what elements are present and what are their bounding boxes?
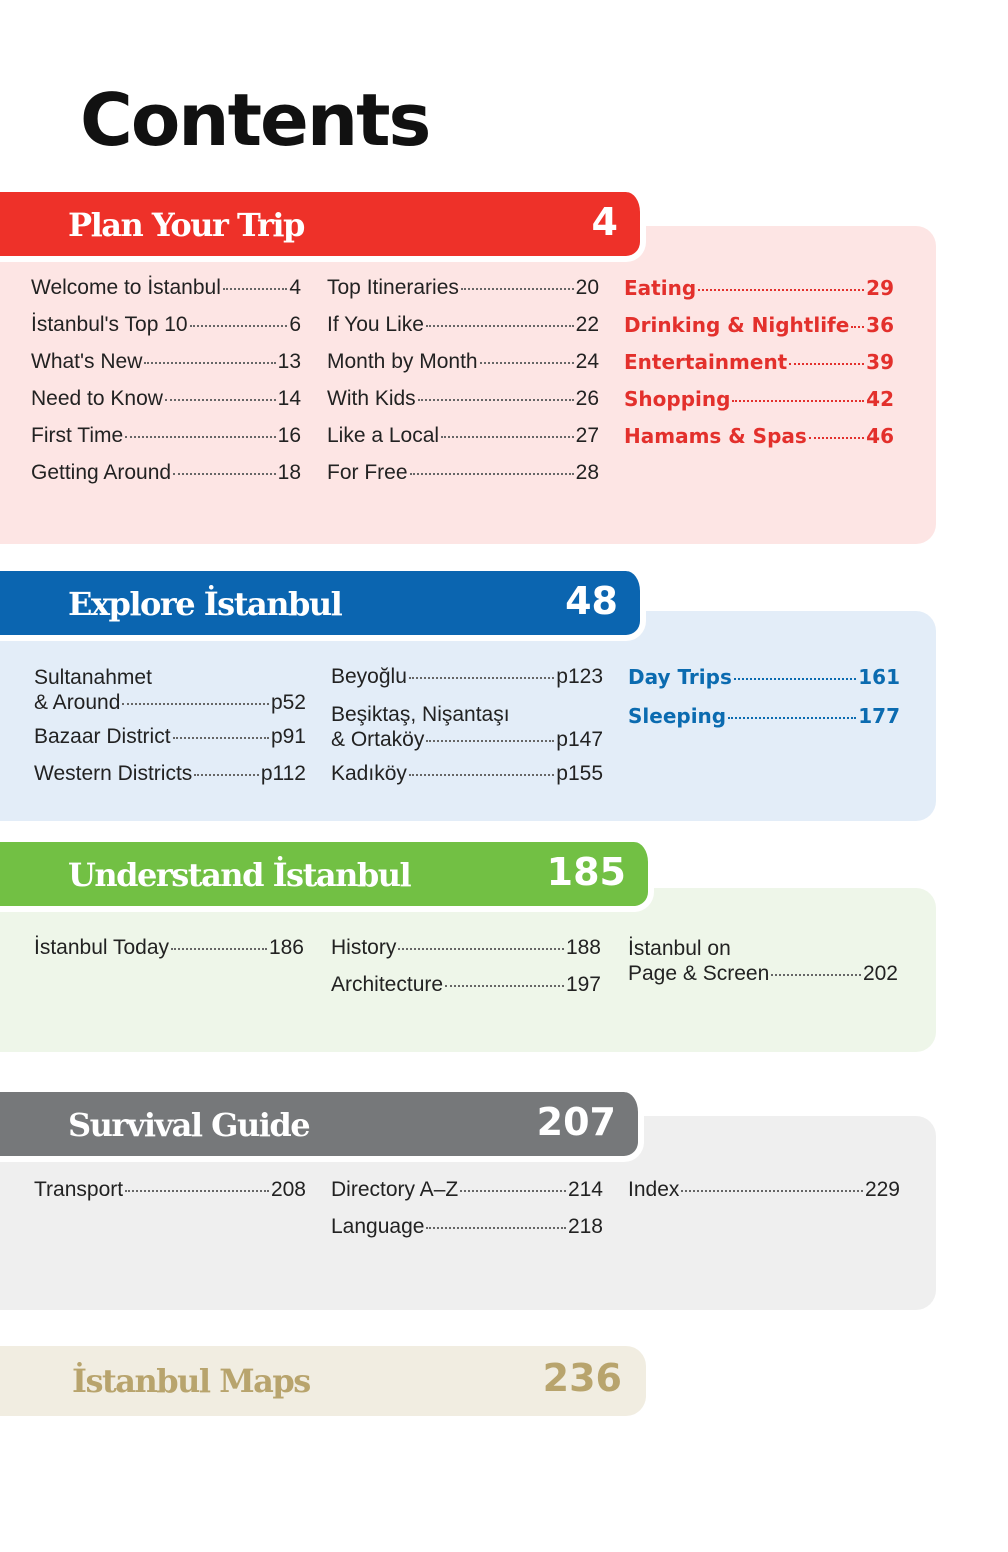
toc-entry-highlight[interactable]: Eating 29 [624,276,894,300]
maps-page: 236 [542,1356,622,1400]
survival-page: 207 [536,1100,616,1144]
maps-tab[interactable] [0,1346,646,1416]
toc-entry[interactable]: Need to Know 14 [31,387,301,410]
survival-title: Survival Guide [68,1106,310,1144]
toc-entry[interactable]: Kadıköy p155 [331,762,603,785]
toc-entry[interactable]: Sultanahmet & Around p52 [34,666,306,714]
toc-entry[interactable]: Language 218 [331,1215,603,1238]
understand-col-1 [34,936,304,973]
toc-entry[interactable]: History 188 [331,936,601,959]
toc-entry[interactable]: İstanbul on Page & Screen 202 [628,937,898,985]
explore-title: Explore İstanbul [68,585,342,623]
plan-title: Plan Your Trip [68,206,304,244]
explore-page: 48 [565,579,618,623]
toc-entry-highlight[interactable]: Sleeping 177 [628,704,900,728]
toc-entry[interactable]: Month by Month 24 [327,350,599,373]
survival-tab[interactable] [0,1092,644,1162]
toc-entry[interactable]: İstanbul Today 186 [34,936,304,959]
explore-tab[interactable] [0,571,646,641]
toc-entry[interactable]: Directory A–Z 214 [331,1178,603,1201]
toc-entry[interactable]: Architecture 197 [331,973,601,996]
explore-col-3 [628,665,900,743]
toc-entry-highlight[interactable]: Shopping 42 [624,387,894,411]
toc-entry[interactable]: Top Itineraries 20 [327,276,599,299]
toc-entry[interactable]: İstanbul's Top 10 6 [31,313,301,336]
understand-title: Understand İstanbul [68,856,411,894]
toc-entry[interactable]: Welcome to İstanbul 4 [31,276,301,299]
plan-col-3 [624,276,894,461]
survival-col-1 [34,1178,306,1215]
toc-entry[interactable]: With Kids 26 [327,387,599,410]
toc-entry-highlight[interactable]: Hamams & Spas 46 [624,424,894,448]
maps-title: İstanbul Maps [72,1362,310,1400]
toc-entry-highlight[interactable]: Day Trips 161 [628,665,900,689]
toc-entry[interactable]: What's New 13 [31,350,301,373]
understand-page: 185 [546,850,626,894]
toc-entry[interactable]: Index 229 [628,1178,900,1201]
plan-col-1 [31,276,301,498]
toc-entry[interactable]: For Free 28 [327,461,599,484]
toc-entry[interactable]: Beşiktaş, Nişantaşı & Ortaköy p147 [331,703,603,751]
understand-col-3 [628,936,898,996]
plan-page: 4 [591,200,618,244]
understand-tab[interactable] [0,842,654,912]
toc-entry[interactable]: Transport 208 [34,1178,306,1201]
toc-entry[interactable]: Bazaar District p91 [34,725,306,748]
toc-entry[interactable]: If You Like 22 [327,313,599,336]
toc-entry-highlight[interactable]: Entertainment 39 [624,350,894,374]
survival-col-3 [628,1178,900,1215]
plan-tab[interactable] [0,192,646,262]
toc-entry[interactable]: Getting Around 18 [31,461,301,484]
page-title: Contents [80,78,430,162]
survival-col-2 [331,1178,603,1252]
plan-col-2 [327,276,599,498]
toc-entry[interactable]: Western Districts p112 [34,762,306,785]
understand-col-2 [331,936,601,1010]
explore-col-2 [331,665,603,799]
toc-entry[interactable]: First Time 16 [31,424,301,447]
explore-col-1 [34,665,306,799]
toc-entry[interactable]: Like a Local 27 [327,424,599,447]
toc-entry-highlight[interactable]: Drinking & Nightlife 36 [624,313,894,337]
toc-entry[interactable]: Beyoğlu p123 [331,665,603,688]
